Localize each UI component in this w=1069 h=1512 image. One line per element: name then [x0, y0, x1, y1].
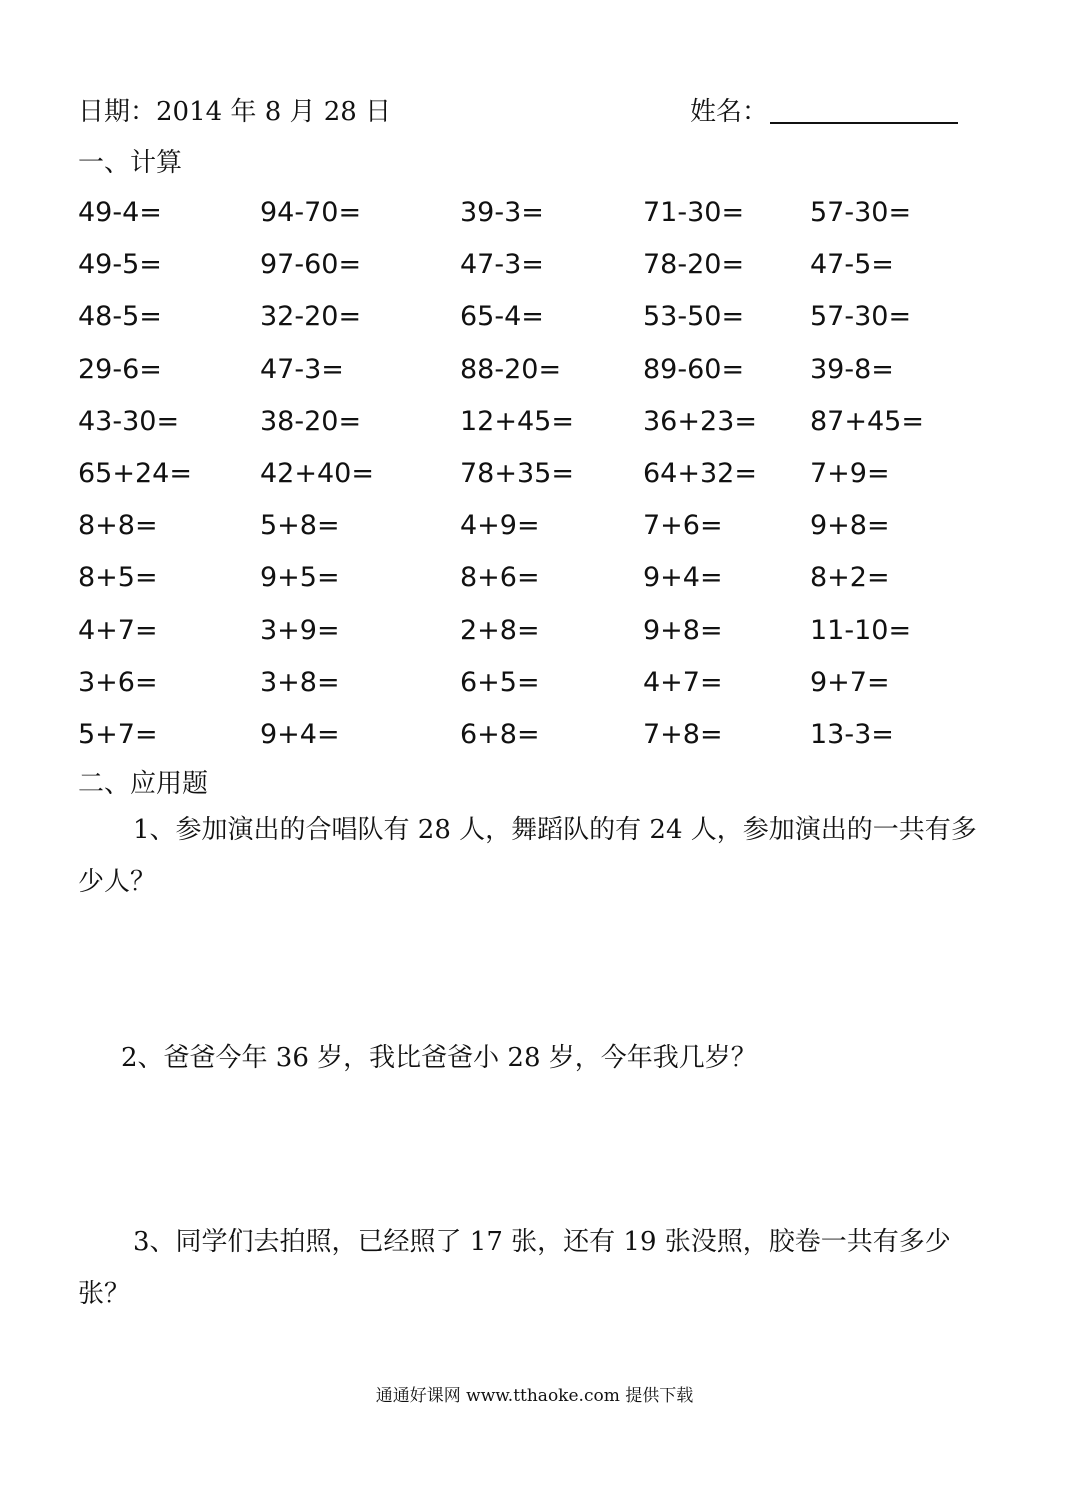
- calc-item: 8+8=: [78, 510, 158, 542]
- calc-item: 13-3=: [810, 718, 894, 750]
- calc-item: 47-5=: [810, 249, 894, 281]
- calc-item: 4+9=: [460, 510, 540, 542]
- calc-row: [78, 192, 978, 244]
- calc-item: 8+5=: [78, 562, 158, 594]
- calc-item: 5+8=: [260, 510, 340, 542]
- calc-item: 78-20=: [643, 249, 745, 281]
- name-label: 姓名：: [690, 97, 769, 127]
- calc-item: 9+8=: [810, 510, 890, 542]
- calc-item: 29-6=: [78, 353, 162, 385]
- calc-row: [78, 714, 978, 766]
- calc-item: 71-30=: [643, 197, 745, 228]
- calc-row: [78, 401, 978, 453]
- calc-item: 4+7=: [643, 666, 723, 698]
- date-label: 日期：2014 年 8 月 28 日: [78, 97, 392, 127]
- calc-item: 7+6=: [643, 510, 723, 542]
- calc-item: 87+45=: [810, 405, 924, 437]
- header-row: [78, 92, 978, 132]
- calc-item: 48-5=: [78, 301, 162, 333]
- calc-row: [78, 296, 978, 348]
- calc-item: 49-4=: [78, 197, 162, 228]
- calc-item: 6+8=: [460, 718, 540, 750]
- calc-item: 88-20=: [460, 353, 562, 385]
- calc-item: 3+9=: [260, 614, 340, 646]
- calc-item: 9+7=: [810, 666, 890, 698]
- calc-item: 89-60=: [643, 353, 745, 385]
- name-field: [690, 92, 958, 132]
- word-problem-1: 1、参加演出的合唱队有 28 人，舞蹈队的有 24 人，参加演出的一共有多少人？: [78, 815, 977, 897]
- calc-item: 97-60=: [260, 249, 362, 281]
- calc-item: 38-20=: [260, 405, 362, 437]
- calc-row: [78, 662, 978, 714]
- calc-item: 9+4=: [260, 718, 340, 750]
- calc-item: 65-4=: [460, 301, 544, 333]
- calc-row: [78, 557, 978, 609]
- calc-item: 12+45=: [460, 405, 574, 437]
- calc-item: 65+24=: [78, 457, 192, 489]
- calc-item: 64+32=: [643, 457, 757, 489]
- calc-item: 11-10=: [810, 614, 912, 646]
- calc-row: [78, 244, 978, 296]
- footer-source: 通通好课网 www.tthaoke.com 提供下载: [375, 1386, 694, 1406]
- calc-item: 32-20=: [260, 301, 362, 333]
- calc-item: 3+6=: [78, 666, 158, 698]
- calc-row: [78, 610, 978, 662]
- calc-item: 49-5=: [78, 249, 162, 281]
- calc-row: [78, 505, 978, 557]
- section-word-problems-title: 二、应用题: [78, 769, 209, 799]
- calc-item: 6+5=: [460, 666, 540, 698]
- calc-item: 57-30=: [810, 197, 912, 228]
- calc-item: 39-3=: [460, 197, 544, 228]
- calc-item: 39-8=: [810, 353, 894, 385]
- calc-row: [78, 453, 978, 505]
- calc-item: 3+8=: [260, 666, 340, 698]
- section-calc-title: 一、计算: [78, 148, 183, 178]
- word-problem-3: 3、同学们去拍照，已经照了 17 张，还有 19 张没照，胶卷一共有多少张？: [78, 1227, 951, 1309]
- name-blank-line: [770, 92, 958, 124]
- calc-item: 78+35=: [460, 457, 574, 489]
- calc-item: 36+23=: [643, 405, 757, 437]
- calc-row: [78, 349, 978, 401]
- word-problem-2: 2、爸爸今年 36 岁，我比爸爸小 28 岁，今年我几岁？: [121, 1043, 757, 1073]
- calc-item: 47-3=: [460, 249, 544, 281]
- calc-item: 47-3=: [260, 353, 344, 385]
- calc-item: 9+8=: [643, 614, 723, 646]
- calc-item: 43-30=: [78, 405, 180, 437]
- calc-item: 8+6=: [460, 562, 540, 594]
- calc-item: 8+2=: [810, 562, 890, 594]
- calc-item: 7+9=: [810, 457, 890, 489]
- calc-item: 5+7=: [78, 718, 158, 750]
- calc-item: 2+8=: [460, 614, 540, 646]
- calc-grid: [78, 192, 978, 766]
- calc-item: 7+8=: [643, 718, 723, 750]
- calc-item: 94-70=: [260, 197, 362, 228]
- calc-item: 53-50=: [643, 301, 745, 333]
- calc-item: 9+4=: [643, 562, 723, 594]
- calc-item: 57-30=: [810, 301, 912, 333]
- calc-item: 4+7=: [78, 614, 158, 646]
- calc-item: 42+40=: [260, 457, 374, 489]
- calc-item: 9+5=: [260, 562, 340, 594]
